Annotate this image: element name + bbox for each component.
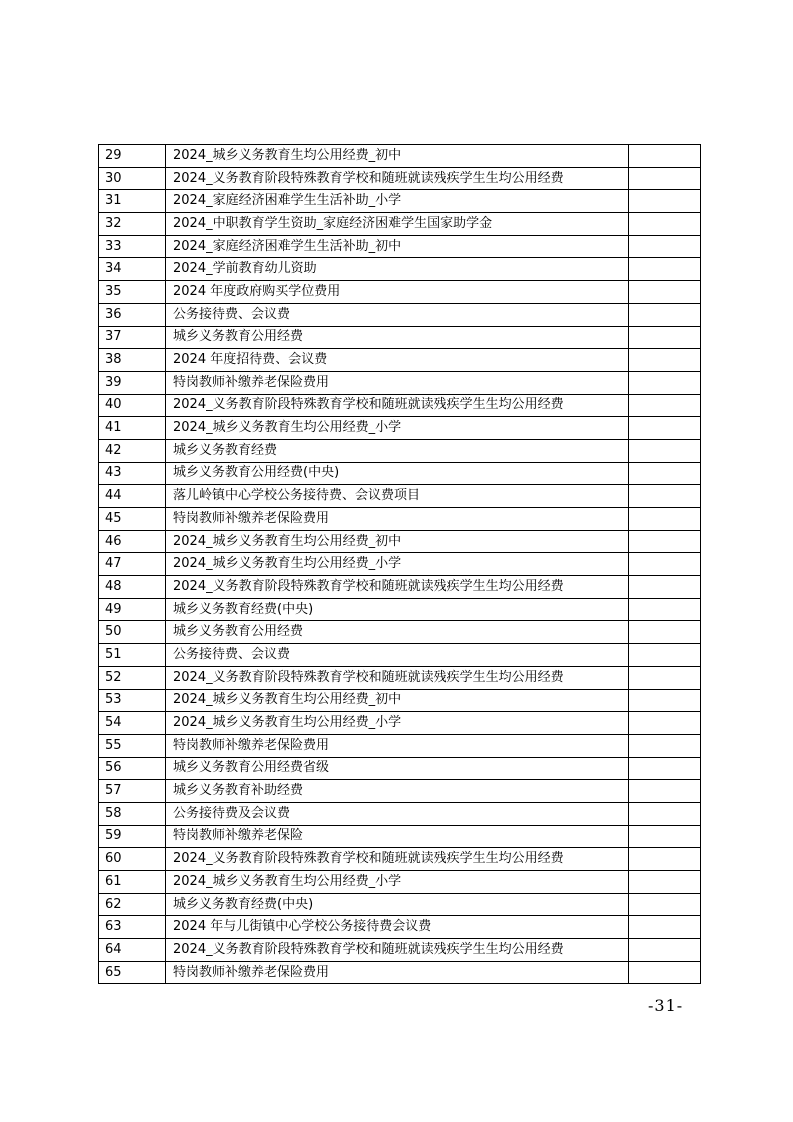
project-table-container [98, 144, 699, 984]
project-name-cell: 城乡义务教育公用经费 [166, 621, 629, 644]
row-number-cell: 29 [99, 145, 166, 168]
table-row [99, 417, 701, 440]
table-row [99, 167, 701, 190]
project-name-cell: 2024_义务教育阶段特殊教育学校和随班就读残疾学生生均公用经费 [166, 848, 629, 871]
row-number-cell: 30 [99, 167, 166, 190]
empty-cell [629, 145, 701, 168]
project-name-cell: 特岗教师补缴养老保险费用 [166, 961, 629, 984]
project-name-cell: 公务接待费、会议费 [166, 303, 629, 326]
project-name-cell: 2024 年与儿街镇中心学校公务接待费会议费 [166, 916, 629, 939]
row-number-cell: 35 [99, 281, 166, 304]
row-number-cell: 33 [99, 235, 166, 258]
table-row [99, 576, 701, 599]
empty-cell [629, 666, 701, 689]
table-row [99, 712, 701, 735]
row-number-cell: 45 [99, 508, 166, 531]
row-number-cell: 56 [99, 757, 166, 780]
empty-cell [629, 712, 701, 735]
empty-cell [629, 757, 701, 780]
table-row [99, 644, 701, 667]
row-number-cell: 41 [99, 417, 166, 440]
page-number: -31- [648, 996, 684, 1015]
row-number-cell: 48 [99, 576, 166, 599]
table-row [99, 508, 701, 531]
row-number-cell: 57 [99, 780, 166, 803]
project-name-cell: 特岗教师补缴养老保险费用 [166, 508, 629, 531]
table-row [99, 689, 701, 712]
row-number-cell: 34 [99, 258, 166, 281]
table-row [99, 666, 701, 689]
table-row [99, 371, 701, 394]
empty-cell [629, 417, 701, 440]
empty-cell [629, 281, 701, 304]
project-name-cell: 2024_义务教育阶段特殊教育学校和随班就读残疾学生生均公用经费 [166, 576, 629, 599]
project-name-cell: 2024_城乡义务教育生均公用经费_小学 [166, 712, 629, 735]
empty-cell [629, 190, 701, 213]
row-number-cell: 59 [99, 825, 166, 848]
row-number-cell: 43 [99, 462, 166, 485]
table-row [99, 734, 701, 757]
row-number-cell: 46 [99, 530, 166, 553]
row-number-cell: 31 [99, 190, 166, 213]
row-number-cell: 37 [99, 326, 166, 349]
empty-cell [629, 916, 701, 939]
project-name-cell: 城乡义务教育经费(中央) [166, 598, 629, 621]
table-row [99, 939, 701, 962]
table-row [99, 530, 701, 553]
project-name-cell: 2024_家庭经济困难学生生活补助_小学 [166, 190, 629, 213]
project-name-cell: 特岗教师补缴养老保险费用 [166, 734, 629, 757]
empty-cell [629, 961, 701, 984]
project-name-cell: 特岗教师补缴养老保险费用 [166, 371, 629, 394]
table-row [99, 871, 701, 894]
project-name-cell: 城乡义务教育公用经费 [166, 326, 629, 349]
project-name-cell: 2024_义务教育阶段特殊教育学校和随班就读残疾学生生均公用经费 [166, 394, 629, 417]
empty-cell [629, 734, 701, 757]
empty-cell [629, 394, 701, 417]
row-number-cell: 61 [99, 871, 166, 894]
project-name-cell: 2024_义务教育阶段特殊教育学校和随班就读残疾学生生均公用经费 [166, 666, 629, 689]
empty-cell [629, 167, 701, 190]
row-number-cell: 55 [99, 734, 166, 757]
table-row [99, 213, 701, 236]
table-row [99, 235, 701, 258]
row-number-cell: 63 [99, 916, 166, 939]
row-number-cell: 64 [99, 939, 166, 962]
row-number-cell: 42 [99, 439, 166, 462]
empty-cell [629, 508, 701, 531]
project-name-cell: 2024_家庭经济困难学生生活补助_初中 [166, 235, 629, 258]
row-number-cell: 47 [99, 553, 166, 576]
empty-cell [629, 235, 701, 258]
table-row [99, 802, 701, 825]
empty-cell [629, 871, 701, 894]
table-row [99, 349, 701, 372]
table-row [99, 394, 701, 417]
table-row [99, 258, 701, 281]
project-name-cell: 2024_城乡义务教育生均公用经费_小学 [166, 553, 629, 576]
table-row [99, 893, 701, 916]
project-name-cell: 2024_城乡义务教育生均公用经费_初中 [166, 689, 629, 712]
table-row [99, 281, 701, 304]
row-number-cell: 49 [99, 598, 166, 621]
project-name-cell: 2024_义务教育阶段特殊教育学校和随班就读残疾学生生均公用经费 [166, 939, 629, 962]
project-name-cell: 公务接待费及会议费 [166, 802, 629, 825]
empty-cell [629, 621, 701, 644]
project-name-cell: 落儿岭镇中心学校公务接待费、会议费项目 [166, 485, 629, 508]
empty-cell [629, 825, 701, 848]
project-name-cell: 公务接待费、会议费 [166, 644, 629, 667]
row-number-cell: 32 [99, 213, 166, 236]
row-number-cell: 58 [99, 802, 166, 825]
row-number-cell: 51 [99, 644, 166, 667]
project-name-cell: 2024_城乡义务教育生均公用经费_小学 [166, 871, 629, 894]
project-name-cell: 2024_学前教育幼儿资助 [166, 258, 629, 281]
empty-cell [629, 258, 701, 281]
project-table-body [99, 145, 701, 984]
empty-cell [629, 689, 701, 712]
row-number-cell: 62 [99, 893, 166, 916]
table-row [99, 485, 701, 508]
empty-cell [629, 893, 701, 916]
empty-cell [629, 644, 701, 667]
project-name-cell: 2024_城乡义务教育生均公用经费_小学 [166, 417, 629, 440]
empty-cell [629, 371, 701, 394]
project-name-cell: 2024_城乡义务教育生均公用经费_初中 [166, 145, 629, 168]
empty-cell [629, 802, 701, 825]
project-name-cell: 城乡义务教育经费(中央) [166, 893, 629, 916]
row-number-cell: 38 [99, 349, 166, 372]
project-name-cell: 特岗教师补缴养老保险 [166, 825, 629, 848]
table-row [99, 757, 701, 780]
table-row [99, 961, 701, 984]
project-name-cell: 2024_义务教育阶段特殊教育学校和随班就读残疾学生生均公用经费 [166, 167, 629, 190]
empty-cell [629, 439, 701, 462]
project-name-cell: 城乡义务教育公用经费省级 [166, 757, 629, 780]
row-number-cell: 36 [99, 303, 166, 326]
row-number-cell: 65 [99, 961, 166, 984]
project-name-cell: 城乡义务教育经费 [166, 439, 629, 462]
table-row [99, 780, 701, 803]
empty-cell [629, 553, 701, 576]
project-name-cell: 2024_城乡义务教育生均公用经费_初中 [166, 530, 629, 553]
empty-cell [629, 780, 701, 803]
row-number-cell: 54 [99, 712, 166, 735]
project-name-cell: 城乡义务教育补助经费 [166, 780, 629, 803]
row-number-cell: 39 [99, 371, 166, 394]
empty-cell [629, 598, 701, 621]
row-number-cell: 60 [99, 848, 166, 871]
project-name-cell: 2024 年度政府购买学位费用 [166, 281, 629, 304]
table-row [99, 825, 701, 848]
table-row [99, 190, 701, 213]
table-row [99, 303, 701, 326]
empty-cell [629, 349, 701, 372]
project-name-cell: 城乡义务教育公用经费(中央) [166, 462, 629, 485]
project-table [98, 144, 701, 984]
row-number-cell: 44 [99, 485, 166, 508]
table-row [99, 621, 701, 644]
row-number-cell: 50 [99, 621, 166, 644]
row-number-cell: 52 [99, 666, 166, 689]
table-row [99, 553, 701, 576]
table-row [99, 145, 701, 168]
table-row [99, 848, 701, 871]
empty-cell [629, 939, 701, 962]
table-row [99, 916, 701, 939]
table-row [99, 598, 701, 621]
project-name-cell: 2024 年度招待费、会议费 [166, 349, 629, 372]
table-row [99, 326, 701, 349]
empty-cell [629, 576, 701, 599]
empty-cell [629, 848, 701, 871]
table-row [99, 462, 701, 485]
project-name-cell: 2024_中职教育学生资助_家庭经济困难学生国家助学金 [166, 213, 629, 236]
empty-cell [629, 485, 701, 508]
empty-cell [629, 326, 701, 349]
row-number-cell: 53 [99, 689, 166, 712]
empty-cell [629, 303, 701, 326]
empty-cell [629, 530, 701, 553]
row-number-cell: 40 [99, 394, 166, 417]
empty-cell [629, 213, 701, 236]
table-row [99, 439, 701, 462]
empty-cell [629, 462, 701, 485]
